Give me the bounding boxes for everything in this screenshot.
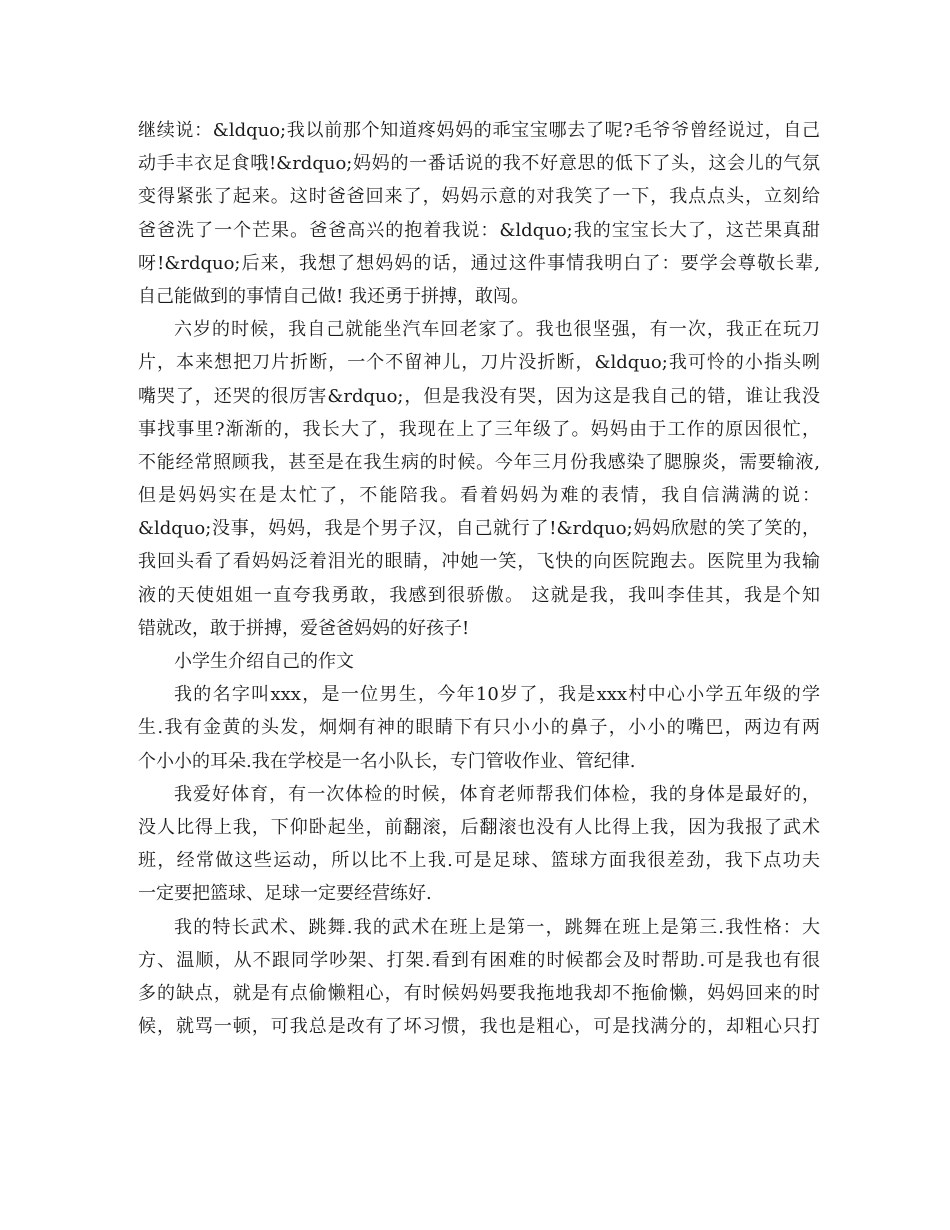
paragraph-first-line: 我爱好体育，有一次体检的时候，体育老师帮我们体检，我的身体是最好的， (174, 783, 820, 805)
text-line: &ldquo;没事，妈妈，我是个男子汉，自己就行了!&rdquo;妈妈欣慰的笑了笑的， (138, 518, 820, 540)
text-line: 嘴哭了，还哭的很厉害&rdquo;，但是我没有哭，因为这是我自己的错，谁让我没 (138, 385, 820, 407)
text-line: 但是妈妈实在是太忙了，不能陪我。看着妈妈为难的表情，我自信满满的说： (138, 485, 820, 507)
document-body (138, 114, 820, 1043)
text-line: 错就改，敢于拼搏，爱爸爸妈妈的好孩子! (138, 617, 470, 639)
text-line: 变得紧张了起来。这时爸爸回来了，妈妈示意的对我笑了一下，我点点头，立刻给 (138, 186, 820, 208)
text-line: 生.我有金黄的头发，炯炯有神的眼睛下有只小小的鼻子，小小的嘴巴，两边有两 (138, 717, 820, 739)
text-line: 爸爸洗了一个芒果。爸爸高兴的抱着我说：&ldquo;我的宝宝长大了，这芒果真甜 (138, 219, 820, 241)
paragraph-first-line: 六岁的时候，我自己就能坐汽车回老家了。我也很坚强，有一次，我正在玩刀 (174, 319, 820, 341)
text-line: 呀!&rdquo;后来，我想了想妈妈的话，通过这件事情我明白了：要学会尊敬长辈, (138, 252, 820, 274)
text-line: 方、温顺，从不跟同学吵架、打架.看到有困难的时候都会及时帮助.可是我也有很 (138, 949, 820, 971)
text-line: 事找事里?渐渐的，我长大了，我现在上了三年级了。妈妈由于工作的原因很忙， (138, 418, 820, 440)
text-line: 一定要把篮球、足球一定要经营练好. (138, 883, 432, 905)
text-line: 片，本来想把刀片折断，一个不留神儿，刀片没折断，&ldquo;我可怜的小指头咧 (138, 352, 820, 374)
text-line: 液的天使姐姐一直夸我勇敢，我感到很骄傲。 这就是我，我叫李佳其，我是个知 (138, 584, 820, 606)
text-line: 我回头看了看妈妈泛着泪光的眼睛，冲她一笑，飞快的向医院跑去。医院里为我输 (138, 551, 820, 573)
text-line: 候，就骂一顿，可我总是改有了坏习惯，我也是粗心，可是找满分的，却粗心只打 (138, 1016, 820, 1038)
text-line: 班，经常做这些运动，所以比不上我.可是足球、篮球方面我很差劲，我下点功夫 (138, 850, 820, 872)
section-heading: 小学生介绍自己的作文 (174, 651, 354, 672)
text-line: 多的缺点，就是有点偷懒粗心，有时候妈妈要我拖地我却不拖偷懒，妈妈回来的时 (138, 982, 820, 1004)
paragraph-first-line: 我的特长武术、跳舞.我的武术在班上是第一，跳舞在班上是第三.我性格：大 (174, 916, 820, 938)
paragraph-first-line: 我的名字叫xxx，是一位男生，今年10岁了，我是xxx村中心小学五年级的学 (174, 684, 820, 706)
text-line: 自己能做到的事情自己做! 我还勇于拼搏，敢闯。 (138, 285, 529, 307)
text-line: 没人比得上我，下仰卧起坐，前翻滚，后翻滚也没有人比得上我，因为我报了武术 (138, 816, 820, 838)
text-line: 继续说：&ldquo;我以前那个知道疼妈妈的乖宝宝哪去了呢?毛爷爷曾经说过，自己 (138, 120, 820, 141)
text-line: 个小小的耳朵.我在学校是一名小队长，专门管收作业、管纪律. (138, 750, 636, 772)
text-line: 不能经常照顾我，甚至是在我生病的时候。今年三月份我感染了腮腺炎，需要输液, (138, 451, 820, 473)
text-line: 动手丰衣足食哦!&rdquo;妈妈的一番话说的我不好意思的低下了头，这会儿的气氛 (138, 153, 820, 175)
